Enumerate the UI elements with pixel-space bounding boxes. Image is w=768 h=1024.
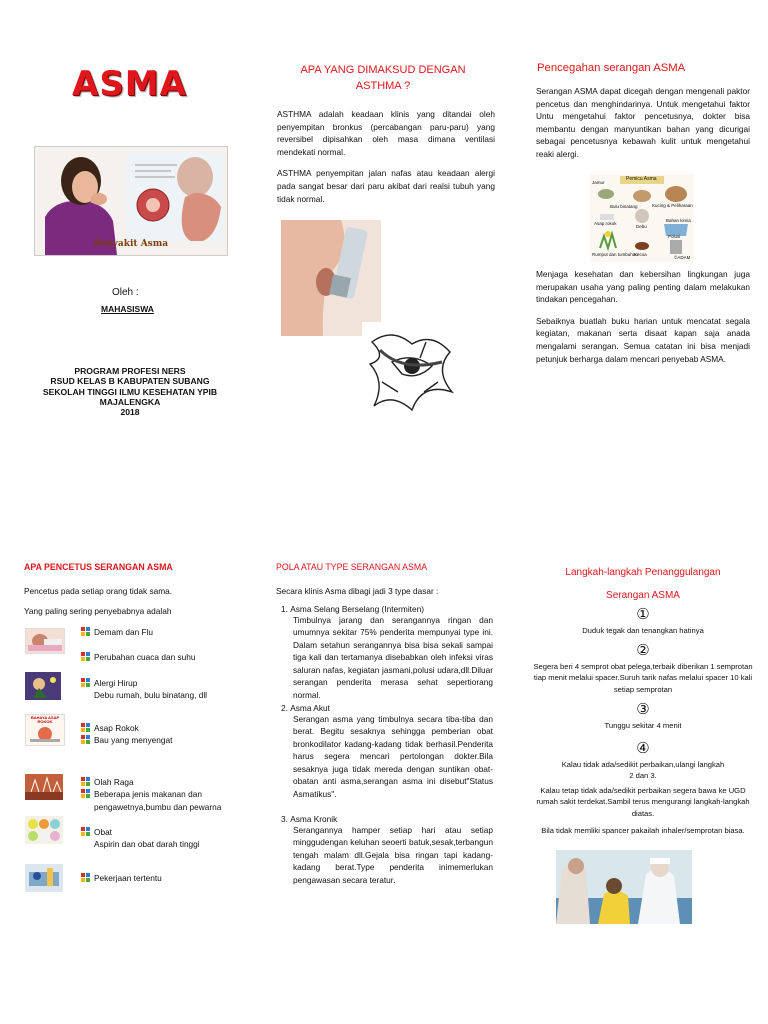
triggers-label: Jamur <box>592 180 605 185</box>
asthma-attack-drawing <box>362 322 462 424</box>
institution-line: SEKOLAH TINGGI ILMU KESEHATAN YPIB <box>42 386 218 397</box>
spacer-note: Bila tidak memliki spancer pakailah inhaler/semprotan biasa. <box>541 826 745 835</box>
asthma-patient-image <box>34 146 228 256</box>
medicine-thumbnail <box>25 816 63 844</box>
type-title: Asma Selang Berselang (Intermiten) <box>290 604 424 614</box>
types-intro: Secara klinis Asma dibagi jadi 3 type dasar : <box>276 586 439 596</box>
trigger-label: Beberapa jenis makanan dan <box>94 789 202 800</box>
brochure-title: ASMA <box>72 64 187 104</box>
escalation-note: Kalau tetap tidak ada/sedikit perbaikan segera bawa ke UGD rumah sakit terdekat.Sambil terus mengurangi langkah-langkah diatas. <box>536 786 750 818</box>
work-thumbnail <box>25 864 63 892</box>
bullet-icon <box>81 873 90 882</box>
bullet-icon <box>81 627 90 636</box>
attack-sketch <box>362 322 462 424</box>
step-item <box>533 702 753 731</box>
type-number: 2. <box>281 703 288 713</box>
trigger-sub: pengawetnya,bumbu dan pewarna <box>94 801 222 812</box>
flu-thumbnail <box>25 628 65 654</box>
triggers-label: Asap rokok <box>594 221 617 226</box>
triggers-intro: Yang paling sering penyebabnya adalah <box>24 606 172 616</box>
bullet-icon <box>81 735 90 744</box>
trigger-label: Asap Rokok <box>94 723 139 733</box>
definition-text <box>277 108 495 214</box>
trigger-item <box>81 651 196 663</box>
type-body: Timbulnya jarang dan serangannya ringan dan umumnya sekitar 75% penderita mempunyai type ini. Dalam setahun serangannya bisa bisa sekali sampai tiga kali dan tertamanya disebabkan oleh infeksi viras saluran nafas, kegiatan jasmani,polusi udara,dll.Diluar serangan penderita merasa sehat sepertiorang normal. <box>293 615 493 700</box>
trigger-label: Perubahan cuaca dan suhu <box>94 652 196 662</box>
allergy-thumbnail <box>25 672 61 700</box>
triggers-label: Rumput dan tumbuhan <box>592 252 638 257</box>
trigger-item <box>81 722 172 747</box>
trigger-label: Bau yang menyengat <box>94 735 173 746</box>
step-item <box>533 643 753 695</box>
institution-line: RSUD KELAS B KABUPATEN SUBANG <box>50 376 210 387</box>
trigger-label: Pekerjaan tertentu <box>94 873 162 883</box>
triggers-heading: APA PENCETUS SERANGAN ASMA <box>24 562 173 572</box>
trigger-item <box>81 872 162 884</box>
triggers-label: Debu <box>636 224 647 229</box>
triggers-image-title: Pemicu Asma <box>626 176 657 182</box>
trigger-item <box>81 776 221 813</box>
step-number-icon: ③ <box>636 701 650 718</box>
trigger-label: Olah Raga <box>94 777 134 787</box>
trigger-item <box>81 626 153 638</box>
triggers-label: Bulu binatang <box>610 204 638 209</box>
type-body: Serangan asma yang timbulnya secara tiba-tiba dan berat. Begitu sesaknya sehingga pemberian obat bronkodilator kadang-kadang tidak berhasil.Penderita harus segera mencari pertolongan dokter.Bila sesaknya juga tidak mereda dengan suntikan obat-obatan anti asma,serangan asma ini disebut"Status Asmatikus". <box>293 714 493 799</box>
steps-heading-line: Langkah-langkah Penanggulangan <box>565 567 721 578</box>
trigger-sub: Aspirin dan obat darah tinggi <box>94 839 200 850</box>
type-item <box>281 814 493 886</box>
trigger-item <box>81 677 207 702</box>
step-text: Kalau tidak ada/sedikit perbaikan,ulangi langkah 2 dan 3. <box>561 760 725 781</box>
bullet-icon <box>81 723 90 732</box>
institution-line: PROGRAM PROFESI NERS <box>74 366 186 376</box>
triggers-label: Bahan kimia <box>666 218 691 223</box>
triggers-label: Kucing & Peliharaan <box>652 203 693 208</box>
prevention-text-bottom <box>536 268 750 374</box>
type-number: 3. <box>281 814 288 824</box>
institution-year: 2018 <box>120 407 140 418</box>
step-text: Tunggu sekitar 4 menit <box>604 721 682 730</box>
steps-heading-line: Serangan ASMA <box>606 590 680 601</box>
definition-paragraph: ASTHMA adalah keadaan klinis yang ditandai oleh penyempitan bronkus (percabangan paru-paru) yang reversibel dipisahkan oleh masa dimana ventilasi mendekati normal. <box>277 109 495 157</box>
types-heading: POLA ATAU TYPE SERANGAN ASMA <box>276 562 428 572</box>
prevention-paragraph: Menjaga kesehatan dan kebersihan lingkungan juga merupakan usaha yang paling penting dalam melakukan tindakan pencegahan. <box>536 269 750 305</box>
trigger-label: Alergi Hirup <box>94 678 138 688</box>
inhaler-photo <box>281 220 381 336</box>
image-caption: Penyakit Asma <box>93 239 169 249</box>
by-label: Oleh : <box>112 287 139 298</box>
trigger-label: Demam dan Flu <box>94 627 154 637</box>
author-name: MAHASISWA <box>101 304 154 314</box>
step-text: Segera beri 4 semprot obat pelega,terbaik diberikan 1 semprotan tiap menit melalui spacer.Suruh tarik nafas melalui spacer 10 kali setiap semprotan <box>533 662 753 694</box>
image-credit: ©ADAM <box>674 255 691 260</box>
sport-thumbnail <box>25 774 63 800</box>
bullet-icon <box>81 678 90 687</box>
definition-paragraph: ASTHMA penyempitan jalan nafas atau keadaan alergi pada sangat besar dari paru akibat dari realsi tubuh yang tidak normal. <box>277 168 495 204</box>
prevention-paragraph: Serangan ASMA dapat dicegah dengan mengenali paktor pencetus dan menghindarinya. Untuk mengetahui faktor Untu mengetahui faktor pencetusnya, dokter bisa membantu dengan manyuntikan bahan yang dicurigai sebagai pencetusnya kebawah kulit untuk mengetahui reaki alergi. <box>536 86 750 160</box>
institution-block <box>18 366 242 418</box>
type-title: Asma Kronik <box>290 814 338 824</box>
bullet-icon <box>81 777 90 786</box>
triggers-intro: Pencetus pada setiap orang tidak sama. <box>24 586 173 596</box>
type-item <box>281 604 493 701</box>
step-number-icon: ② <box>636 642 650 659</box>
smoke-thumbnail <box>25 714 65 746</box>
triggers-label: Polusi <box>668 234 681 239</box>
inhaler-illustration <box>281 220 381 336</box>
trigger-item <box>81 826 200 851</box>
prevention-heading: Pencegahan serangan ASMA <box>537 62 686 74</box>
step-number-icon: ① <box>636 606 650 623</box>
bullet-icon <box>81 652 90 661</box>
type-item <box>281 703 493 800</box>
definition-heading-line: ASTHMA ? <box>355 79 411 92</box>
smoke-thumbnail-text: BAHAYA ASAP ROKOK <box>30 715 60 725</box>
type-title: Asma Akut <box>290 703 330 713</box>
prevention-text-top <box>536 85 750 170</box>
definition-heading-line: APA YANG DIMAKSUD DENGAN <box>300 64 466 76</box>
step-number-icon: ④ <box>636 740 650 757</box>
steps-heading <box>530 561 756 607</box>
type-body: Serangannya hamper setiap hari atau setiap minggudengan keluhan seoerti batuk,sesak,terbangun tengah malam dll.Gejala bisa ringan tapi kadang-kadang berat.Type penderita inimemerlukan pengawasan secara teratur. <box>293 825 493 885</box>
prevention-paragraph: Sebaiknya buatlah buku harian untuk mencatat segala kegiatan, makanan serta disaat kapan saja anada mengalami serangan. Semua catatan ini bisa menjadi petunjuk berharga dalam mencari penyebab ASMA. <box>536 315 750 364</box>
bullet-icon <box>81 789 90 798</box>
step-item <box>560 741 726 782</box>
step-text: Duduk tegak dan tenangkan hatinya <box>582 626 704 635</box>
trigger-sub: Debu rumah, bulu binatang, dll <box>94 690 208 701</box>
bullet-icon <box>81 827 90 836</box>
institution-line: MAJALENGKA <box>99 396 161 407</box>
nurse-illustration <box>556 850 692 924</box>
definition-heading <box>270 63 496 95</box>
asthma-triggers-image <box>590 174 694 262</box>
triggers-label: Kecoa <box>634 252 647 257</box>
step-item <box>533 607 753 636</box>
type-number: 1. <box>281 604 288 614</box>
nurse-patient-photo <box>556 850 692 924</box>
trigger-label: Obat <box>94 827 112 837</box>
